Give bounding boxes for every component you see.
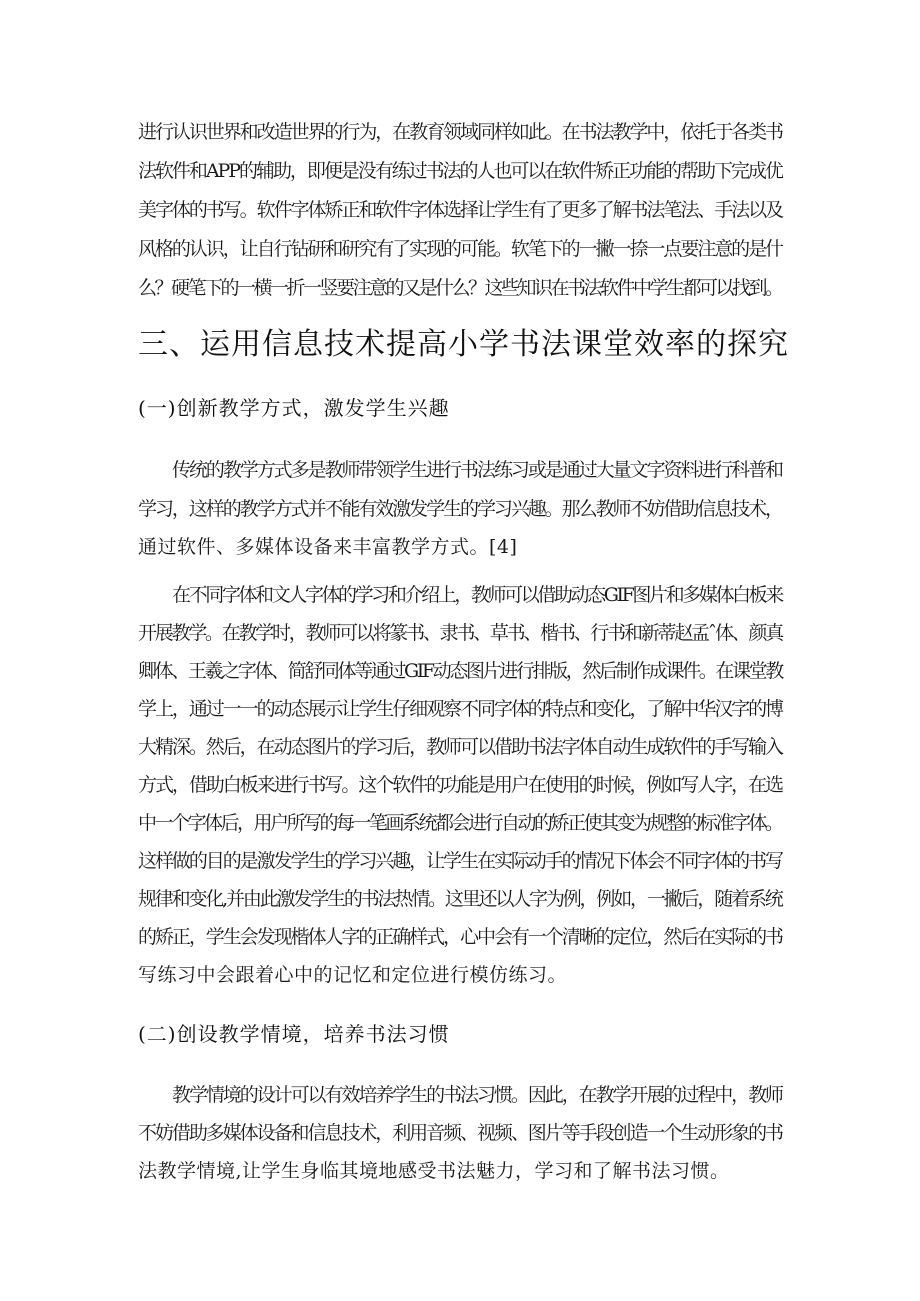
text-line: 中一个字体后，用户所写的每一笔画系统都会进行自动的矫正使其变为规整的标准字体。: [138, 812, 782, 834]
text-line: 通过软件、多媒体设备来丰富教学方式。[4]: [138, 536, 518, 558]
text-line: 写练习中会跟着心中的记忆和定位进行模仿练习。: [138, 964, 568, 986]
text-line: 大精深。然后，在动态图片的学习后，教师可以借助书法字体自动生成软件的手写输入: [138, 736, 783, 758]
text-line: 教学情境的设计可以有效培养学生的书法习惯。因此，在教学开展的过程中，教师: [172, 1084, 783, 1106]
text-line: 卿体、王羲之字体、简舒同体等通过GIF动态图片进行排版，然后制作成课件。在课堂教: [138, 660, 782, 682]
text-line: 学习，这样的教学方式并不能有效激发学生的学习兴趣。那么教师不妨借助信息技术，: [138, 498, 783, 520]
text-line: 法教学情境,让学生身临其境地感受书法魅力，学习和了解书法习惯。: [138, 1160, 730, 1182]
text-line: 方式，借助白板来进行书写。这个软件的功能是用户在使用的时候，例如写人字，在选: [138, 774, 783, 796]
text-line: 的矫正，学生会发现楷体人字的正确样式，心中会有一个清晰的定位，然后在实际的书: [138, 926, 783, 948]
text-line: 不妨借助多媒体设备和信息技术，利用音频、视频、图片等手段创造一个生动形象的书: [138, 1122, 783, 1144]
text-line: 在不同字体和文人字体的学习和介绍上，教师可以借助动态GIF图片和多媒体白板来: [172, 584, 782, 606]
text-line: 进行认识世界和改造世界的行为，在教育领域同样如此。在书法教学中，依托于各类书: [138, 121, 783, 143]
text-line: 这样做的目的是激发学生的学习兴趣，让学生在实际动手的情况下体会不同字体的书写: [138, 850, 783, 872]
text-line: 传统的教学方式多是教师带领学生进行书法练习或是通过大量文字资料进行科普和: [172, 459, 783, 481]
text-line: 开展教学。在教学时，教师可以将篆书、隶书、草书、楷书、行书和新蒂赵孟ˆ体、颜真: [138, 622, 783, 644]
text-line: 规律和变化,并由此激发学生的书法热情。这里还以人字为例，例如，一撇后，随着系统: [138, 888, 782, 910]
text-line: 法软件和APP的辅助，即便是没有练过书法的人也可以在软件矫正功能的帮助下完成优: [138, 160, 782, 182]
text-line: 么？硬笔下的一横一折一竖要注意的又是什么？这些知识在书法软件中学生都可以找到。: [138, 277, 782, 299]
section-heading: 三、运用信息技术提高小学书法课堂效率的探究: [138, 327, 789, 362]
subsection-1-title: (一)创新教学方式，激发学生兴趣: [138, 396, 450, 420]
text-line: 风格的认识，让自行钻研和研究有了实现的可能。软笔下的一撇一捺一点要注意的是什: [138, 238, 783, 260]
subsection-2-title: (二)创设教学情境，培养书法习惯: [138, 1022, 450, 1046]
text-line: 学上，通过一一的动态展示让学生仔细观察不同字体的特点和变化，了解中华汉字的博: [138, 698, 783, 720]
text-line: 美字体的书写。软件字体矫正和软件字体选择让学生有了更多了解书法笔法、手法以及: [138, 199, 783, 221]
